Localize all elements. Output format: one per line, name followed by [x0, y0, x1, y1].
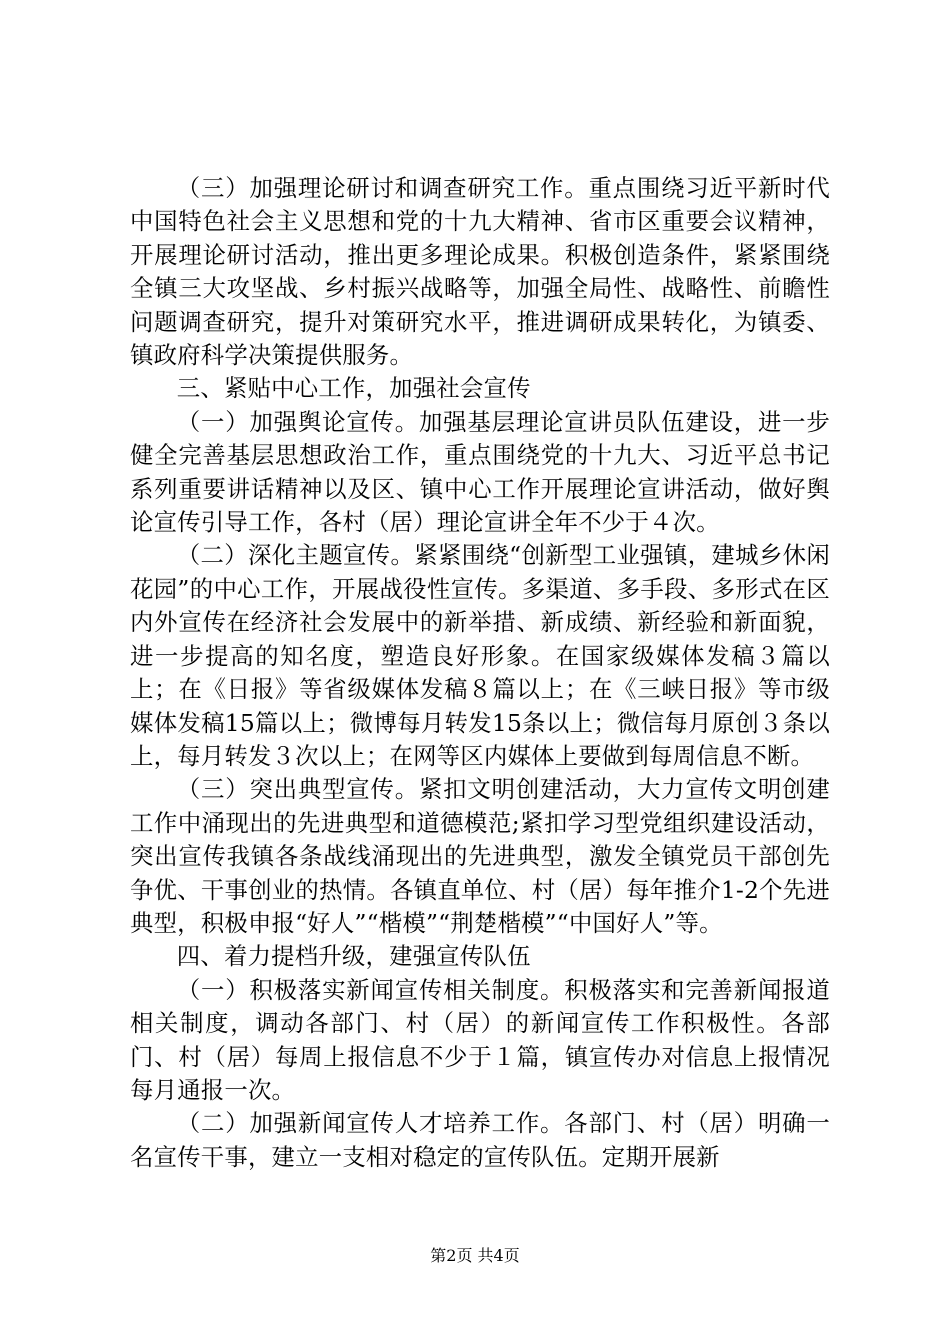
paragraph-theory-research: （三）加强理论研讨和调查研究工作。重点围绕习近平新时代中国特色社会主义思想和党的十九大精神、省市区重要会议精神，开展理论研讨活动，推出更多理论成果。积极创造条件，紧紧围绕全镇三大攻坚战、乡村振兴战略等，加强全局性、战略性、前瞻性问题调查研究，提升对策研究水平，推进调研成果转化，为镇委、镇政府科学决策提供服务。 [130, 174, 830, 370]
paragraph-public-opinion: （一）加强舆论宣传。加强基层理论宣讲员队伍建设，进一步健全完善基层思想政治工作，重点围绕党的十九大、习近平总书记系列重要讲话精神以及区、镇中心工作开展理论宣讲活动，做好舆论宣传引导工作，各村（居）理论宣讲全年不少于４次。 [130, 407, 830, 537]
paragraph-theme-publicity: （二）深化主题宣传。紧紧围绕“创新型工业强镇，建城乡休闲花园”的中心工作，开展战役性宣传。多渠道、多手段、多形式在区内外宣传在经济社会发展中的新举措、新成绩、新经验和新面貌，进一步提高的知名度，塑造良好形象。在国家级媒体发稿３篇以上；在《日报》等省级媒体发稿８篇以上；在《三峡日报》等市级媒体发稿15篇以上；微博每月转发15条以上；微信每月原创３条以上，每月转发３次以上；在网等区内媒体上要做到每周信息不断。 [130, 541, 830, 770]
document-body [130, 172, 830, 1174]
paragraph-typical-publicity: （三）突出典型宣传。紧扣文明创建活动，大力宣传文明创建工作中涌现出的先进典型和道德模范;紧扣学习型党组织建设活动，突出宣传我镇各条战线涌现出的先进典型，激发全镇党员干部创先争优、干事创业的热情。各镇直单位、村（居）每年推介1-2个先进典型，积极申报“好人”“楷模”“荆楚楷模”“中国好人”等。 [130, 775, 830, 937]
paragraph-news-system: （一）积极落实新闻宣传相关制度。积极落实和完善新闻报道相关制度，调动各部门、村（居）的新闻宣传工作积极性。各部门、村（居）每周上报信息不少于１篇，镇宣传办对信息上报情况每月通报一次。 [130, 975, 830, 1104]
section-heading-3: 三、紧贴中心工作，加强社会宣传 [176, 374, 531, 403]
section-heading-4: 四、着力提档升级，建强宣传队伍 [176, 942, 531, 971]
page-number-footer: 第2页 共4页 [430, 1246, 520, 1265]
paragraph-talent-training: （二）加强新闻宣传人才培养工作。各部门、村（居）明确一名宣传干事，建立一支相对稳定的宣传队伍。定期开展新 [130, 1109, 830, 1171]
